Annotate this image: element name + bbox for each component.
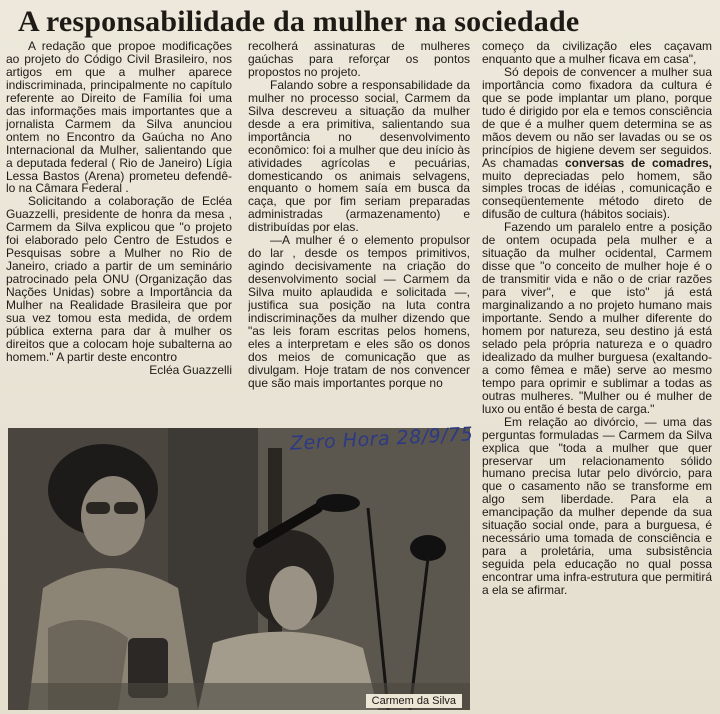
paragraph: —A mulher é o elemento propulsor do lar , desde os tempos primitivos, agindo decisivamente na criação do desenvolvimento social — Carmem da Silva muito aplaudida e solicitada —, justifica sua posição na luta contra indiscriminações da mulher dizendo que "as leis foram escritas pelos homens, eles a interpretam e eles são os donos dos meios de comunicação que as divulgam. Hoje tratam de nos convencer que são mais importantes porque no <box>248 233 470 390</box>
news-photo <box>8 428 470 710</box>
paragraph: Fazendo um paralelo entre a posição de ontem ocupada pela mulher e a situação da mulher ocidental, Carmem disse que "o conceito de mulher hoje é o de transmitir vida e não o de criar razões para viver", e que isto" já está marginalizando a no projeto humano mais importante. Sendo a mulher diferente do homem por natureza, seu destino já está selado pela própria natureza e o quadro idealizado da mulher burguesa (exaltando-a como fêmea e mãe) serve ao mesmo tempo para oprimir e sublimar a todas as outras mulheres. "Mulher ou é mulher de luxo ou então é besta de carga." <box>482 220 712 416</box>
paragraph: A redação que propoe modificações ao projeto do Código Civil Brasileiro, nos artigos em que a mulher aparece indiscriminada, principalmente no capítulo referente ao Direito de Família foi uma das informações mais importantes que a jornalista Carmem da Silva anunciou ontem no Encontro da Gaúcha no Ano Internacional da Mulher, salientando que a deputada federal ( Rio de Janeiro) Lígia Lessa Bastos (Arena) prometeu defendê-lo na Câmara Federal . <box>6 40 232 196</box>
handwritten-stamp: Zero Hora 28/9/75 <box>289 423 474 455</box>
photo-image <box>8 428 470 710</box>
column-1 <box>6 40 232 414</box>
paragraph: Em relação ao divórcio, — uma das perguntas formuladas — Carmem da Silva explica que "toda a mulher que quer preservar um relacionamento sólido humano precisa lutar pelo divórcio, para que o casamento não se transforme em algo sem liberdade. Para ela a emancipação da mulher depende da sua situação social onde, para a burguesa, é necessário uma tomada de consciência e para a proletária, uma subsistência seguida pela educação no qual possa encontrar uma infra-estrutura que permitirá a ela se afirmar. <box>482 414 712 598</box>
paragraph: começo da civilização eles caçavam enquanto que a mulher ficava em casa", <box>482 40 712 66</box>
paragraph: Falando sobre a responsabilidade da mulher no processo social, Carmem da Silva descreveu a situação da mulher desde a era primitiva, salientando sua importância no desenvolvimento econômico: foi a mulher que deu início às atividades agrícolas e pecuárias, domesticando os animais selvagens, enquanto o homem saía em busca da caça, que por fim seriam preparadas administradas (armazenamento) e distribuídas por elas. <box>248 77 470 235</box>
headline: A responsabilidade da mulher na sociedade <box>18 5 580 38</box>
paragraph-text: Só depois de convencer a mulher sua importância como fixadora da cultura é que se pode implantar um plano, porque tudo é dirigido por ela e temos consciência de que é a mulher quem determina se as mãos devem ou não ser lavadas ou se os princípios de higiene devem ser seguidos. As chamadas <box>482 64 712 170</box>
signature-line <box>6 364 232 377</box>
column-2 <box>248 40 470 414</box>
signature: Ecléa Guazzelli <box>149 362 232 377</box>
paragraph <box>482 66 712 221</box>
paragraph-text: muito depreciadas pelo homem, são simples trocas de idéias , comunicação e conseqüentemente método direto de difusão de cultura (hábitos sociais). <box>482 168 712 222</box>
column-3 <box>482 40 712 710</box>
bold-term: conversas de comadres, <box>564 155 712 170</box>
paragraph: recolherá assinaturas de mulheres gaúchas para reforçar os pontos propostos no projeto. <box>248 40 470 79</box>
photo-caption: Carmem da Silva <box>366 694 462 708</box>
paragraph: Solicitando a colaboração de Ecléa Guazzelli, presidente de honra da mesa , Carmem da Silva explicou que "o projeto foi elaborado pelo Centro de Estudos e Pesquisas sobre a Mulher no Rio de Janeiro, criado a partir de um seminário patrocinado pela ONU (Organização das Nações Unidas) sobre a Importância da Mulher na Realidade Brasileira que por sua vez tomou esta medida, de ordem pública externa para dar à mulher os direitos que a colocam hoje subalterna ao homem." A partir deste encontro <box>6 194 232 364</box>
